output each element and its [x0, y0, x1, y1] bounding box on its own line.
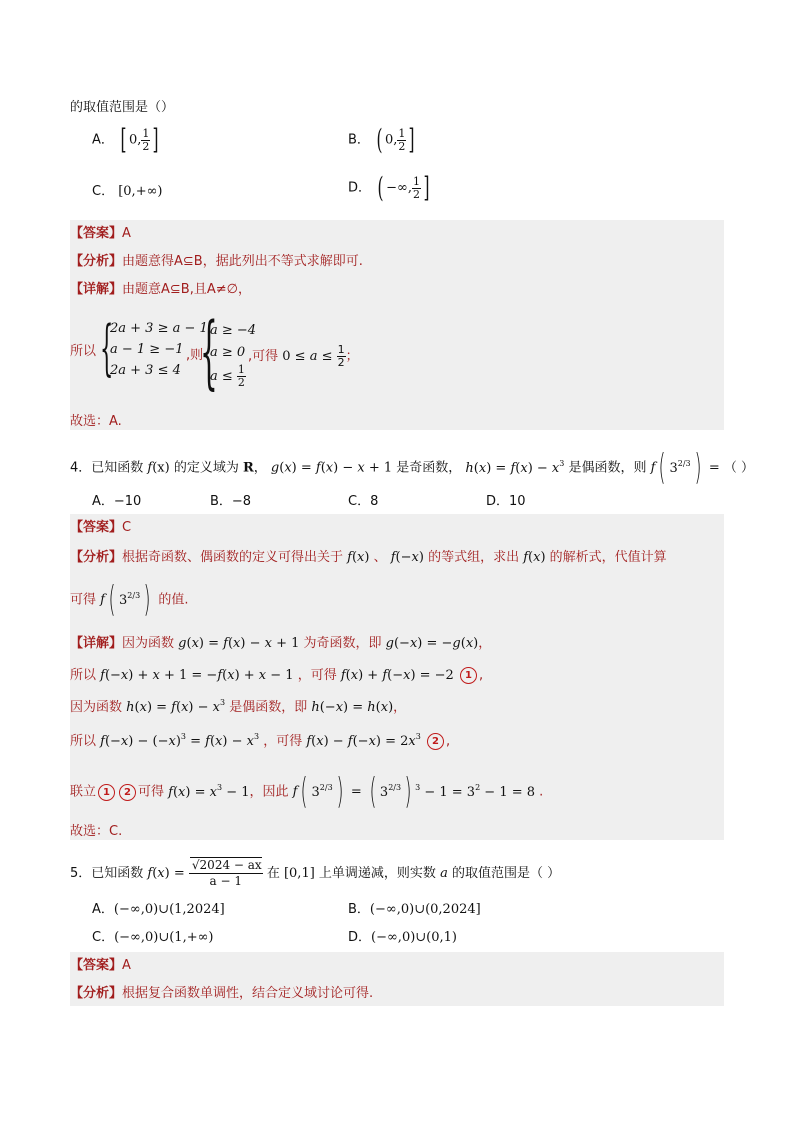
q3-stem-tail: 的取值范围是（） — [70, 100, 175, 115]
q3-option-c: C． [0,+∞) — [92, 184, 163, 199]
q5-answer — [70, 954, 131, 973]
analysis-tag: 【分析】 — [70, 986, 123, 1001]
answer-tag: 【答案】 — [70, 226, 123, 241]
q5-option-a — [92, 898, 225, 917]
q4-option-a: A．−10 — [92, 494, 142, 509]
circle-2-badge: 2 — [427, 733, 444, 750]
q5-stem: 5．已知函数 f(x) = $\frac{√2024 - ax}{a - 1}$ 在 [0,1] 上单调递减，则实数 a 的取值范围是（ ） — [70, 858, 561, 888]
q3-analysis — [70, 250, 363, 269]
q5-option-c — [92, 926, 214, 945]
answer-value: C — [122, 520, 132, 535]
q3-option-b-letter: B． — [348, 132, 370, 148]
q4-option-d: D．10 — [486, 494, 526, 509]
q3-detail-2-mid: ,则 — [186, 348, 204, 363]
q4-choose: 故选：C. — [70, 824, 123, 839]
detail-tag: 【详解】 — [70, 636, 123, 651]
q3-answer — [70, 222, 131, 241]
system2-line: a ≥ −4 — [210, 323, 257, 338]
answer-tag: 【答案】 — [70, 958, 123, 973]
brace-left-1: { — [100, 313, 114, 383]
brace-left-2: { — [200, 305, 218, 398]
option-expr: (−∞,0)∪(1,+∞) — [114, 930, 214, 945]
q3-choose: 故选：A. — [70, 414, 122, 429]
q4-detail-2: 所以 f(−x) + x + 1 = −f(x) + x − 1 ，可得 f(x) + f(−x) = −2 1 , — [70, 668, 484, 683]
circle-1-badge: 1 — [460, 667, 477, 684]
q3-option-d: D． ( −∞, $\frac{1}{2}$ ] — [348, 171, 430, 204]
system1-line: 2a + 3 ≥ a − 1 — [110, 321, 208, 336]
q5-numerator: 2024 − ax — [199, 858, 262, 872]
q4-stem: 4．已知函数 f(x) 的定义域为 R， g(x) = f(x) − x + 1 是奇函数， $h(x) = f(x) - x^3$ 是偶函数，则 f( $3^{2/3}$) = （ ） — [70, 447, 754, 488]
detail-text: 由题意A⊆B,且A≠∅， — [122, 282, 251, 297]
analysis-text: 由题意得A⊆B，据此列出不等式求解即可. — [122, 254, 363, 269]
option-letter: D． — [348, 930, 372, 945]
q4-detail-1: 【详解】因为函数 g(x) = f(x) − x + 1 为奇函数，即 g(−x) = −g(x)， — [70, 636, 492, 651]
q5-option-b — [348, 898, 481, 917]
q3-option-d-letter: D． — [348, 180, 372, 196]
q4-analysis-1: 【分析】根据奇函数、偶函数的定义可得出关于 f(x) 、 f(−x) 的等式组，求出 f(x) 的解析式，代值计算 — [70, 550, 667, 565]
q3-option-a: A． [ 0, $\frac{1}{2}$ ] — [92, 123, 159, 156]
option-expr: (−∞,0)∪(1,2024] — [113, 902, 225, 917]
q4-option-c: C．8 — [348, 494, 379, 509]
q4-detail-5: 联立 1 2 可得 $f(x) = x^3 - 1$，因此 f( $3^{2/3}$) = ( $3^{2/3}$) $^3 - 1 = 3^2 - 1 = 8$ . — [70, 771, 544, 812]
system1-line: a − 1 ≥ −1 — [110, 342, 184, 357]
detail-tag: 【详解】 — [70, 282, 123, 297]
system2-line: a ≤ $\frac{1}{2}$ — [210, 363, 245, 389]
analysis-text: 根据复合函数单调性，结合定义域讨论可得. — [122, 986, 374, 1001]
q5-analysis — [70, 982, 373, 1001]
answer-tag: 【答案】 — [70, 520, 123, 535]
option-expr: (−∞,0)∪(0,1) — [371, 930, 457, 945]
q4-answer — [70, 516, 131, 535]
q3-detail-1 — [70, 278, 251, 297]
answer-value: A — [122, 226, 131, 241]
q5-denominator: a − 1 — [209, 874, 243, 888]
q5-option-d — [348, 926, 457, 945]
option-expr: (−∞,0)∪(0,2024] — [369, 902, 481, 917]
option-letter: C． — [92, 930, 115, 945]
system1-line: 2a + 3 ≤ 4 — [110, 363, 181, 378]
q4-detail-3: 因为函数 $h(x) = f(x) - x^3$ 是偶函数，即 h(−x) = h(x)， — [70, 698, 407, 715]
q4-detail-4: 所以 $f(-x) - (-x)^3 = f(x) - x^3$ ，可得 $f(x) - f(-x) = 2x^3$ 2 , — [70, 732, 451, 749]
answer-value: A — [122, 958, 131, 973]
analysis-tag: 【分析】 — [70, 254, 123, 269]
option-letter: B． — [348, 902, 370, 917]
q3-option-a-letter: A． — [92, 132, 114, 148]
q4-analysis-2: 可得 f( $3^{2/3}$) 的值. — [70, 579, 189, 620]
q3-option-b: B． ( 0, $\frac{1}{2}$ ] — [348, 123, 415, 156]
option-letter: A． — [92, 902, 114, 917]
q3-detail-2-suffix: ,可得 0 ≤ a ≤ $\frac{1}{2}$ ； — [248, 343, 359, 369]
system2-line: a ≥ 0 — [210, 345, 246, 360]
q3-option-c-letter: C． — [92, 184, 115, 199]
q4-option-b: B．−8 — [210, 494, 252, 509]
q3-detail-2-prefix: 所以 — [70, 344, 97, 359]
analysis-tag: 【分析】 — [70, 550, 123, 565]
